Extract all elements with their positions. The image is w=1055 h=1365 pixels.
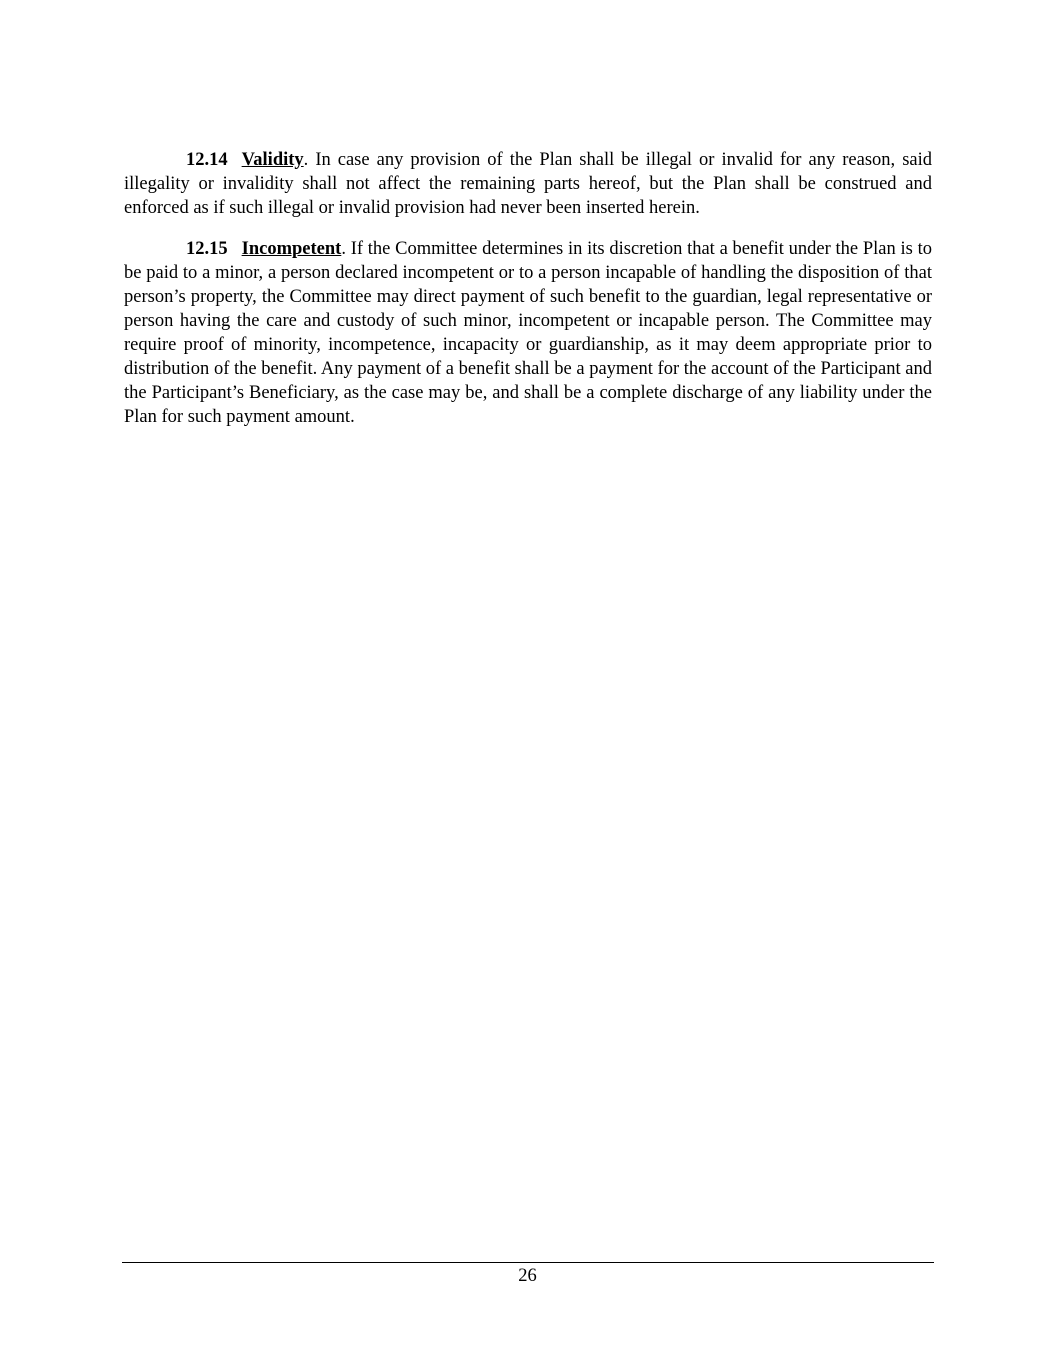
section-title: Validity — [241, 150, 304, 170]
page-body — [124, 148, 932, 446]
section-text: . If the Committee determines in its discretion that a benefit under the Plan is to be paid to a minor, a person declared incompetent or to a person incapable of handling the disposition of that person’s property, the Committee may direct payment of such benefit to the guardian, legal representative or person having the care and custody of such minor, incompetent or incapable person. The Committee may require proof of minority, incompetence, incapacity or guardianship, as it may deem appropriate prior to distribution of the benefit. Any payment of a benefit shall be a payment for the account of the Participant and the Participant’s Beneficiary, as the case may be, and shall be a complete discharge of any liability under the Plan for such payment amount. — [124, 239, 932, 427]
footer-divider — [122, 1262, 934, 1263]
section-text: . In case any provision of the Plan shall be illegal or invalid for any reason, said illegality or invalidity shall not affect the remaining parts hereof, but the Plan shall be construed and enforced as if such illegal or invalid provision had never been inserted herein. — [124, 150, 932, 218]
page-number: 26 — [518, 1266, 537, 1286]
section-number: 12.14 — [186, 150, 228, 170]
section-12-14 — [124, 148, 932, 220]
section-number: 12.15 — [186, 239, 228, 259]
section-title: Incompetent — [241, 239, 342, 259]
section-12-15 — [124, 237, 932, 429]
